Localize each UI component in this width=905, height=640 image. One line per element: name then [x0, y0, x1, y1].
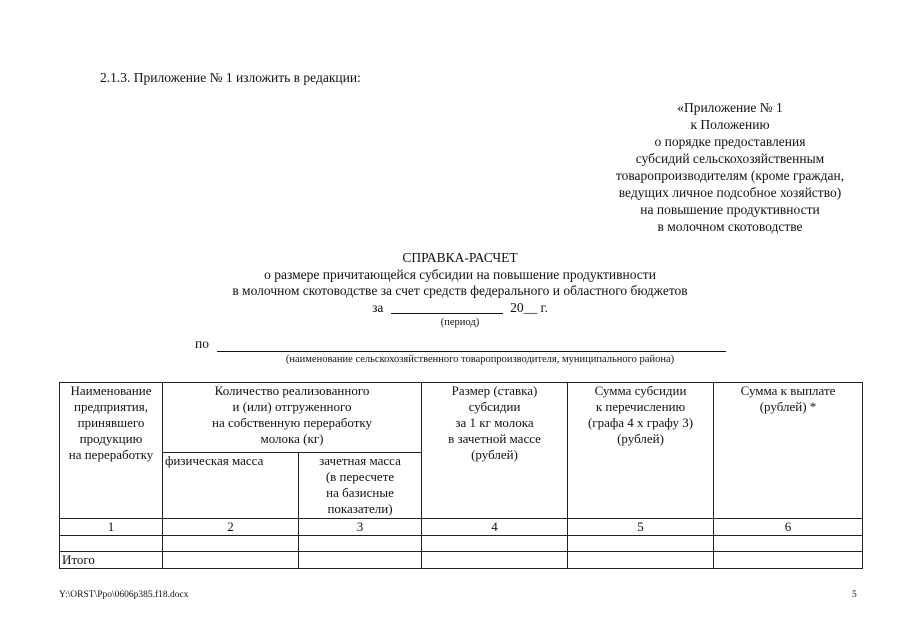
appendix-line: на повышение продуктивности [640, 202, 820, 217]
appendix-line: субсидий сельскохозяйственным [635, 151, 825, 166]
total-label: Итого [60, 552, 163, 569]
column-number: 4 [422, 519, 568, 536]
appendix-line: к Положению [690, 117, 770, 132]
appendix-line: товаропроизводителям (кроме граждан, [615, 168, 845, 183]
header-credit-mass: зачетная масса (в пересчете на базисные показатели) [299, 453, 422, 519]
header-enterprise: Наименование предприятия, принявшего продукцию на переработку [60, 383, 163, 519]
po-prefix: по [195, 336, 209, 351]
table-cell[interactable] [568, 552, 714, 569]
appendix-line: «Приложение № 1 [677, 100, 783, 115]
page-number: 5 [852, 590, 857, 600]
po-caption: (наименование сельскохозяйственного товаропроизводителя, муниципального района) [285, 354, 675, 365]
period-blank [391, 301, 503, 314]
period-year: 20__ г. [510, 299, 548, 315]
appendix-line: ведущих личное подсобное хозяйство) [618, 185, 842, 200]
table-cell[interactable] [163, 536, 299, 552]
header-payout-sum: Сумма к выплате (рублей) * [714, 383, 863, 519]
appendix-line: о порядке предоставления [654, 134, 806, 149]
header-physical-mass: физическая масса [163, 453, 299, 519]
po-blank-line [217, 351, 726, 352]
column-number: 2 [163, 519, 299, 536]
footer-file-path: Y:\ORST\Ppo\0606p385.f18.docx [59, 590, 189, 600]
document-title: СПРАВКА-РАСЧЕТ [402, 250, 518, 265]
header-rate: Размер (ставка) субсидии за 1 кг молока в зачетной массе (рублей) [422, 383, 568, 519]
table-cell[interactable] [568, 536, 714, 552]
period-prefix: за [372, 299, 384, 315]
period-row [180, 300, 740, 317]
header-quantity-group: Количество реализованного и (или) отгруженного на собственную переработку молока (кг) [163, 383, 422, 453]
table-cell[interactable] [299, 536, 422, 552]
title-line-1: о размере причитающейся субсидии на повышение продуктивности [264, 266, 656, 282]
table-cell[interactable] [714, 536, 863, 552]
table-cell[interactable] [163, 552, 299, 569]
header-subsidy-sum: Сумма субсидии к перечислению (графа 4 х графу 3) (рублей) [568, 383, 714, 519]
appendix-header [590, 99, 870, 235]
subsidy-table [59, 382, 863, 569]
column-number: 6 [714, 519, 863, 536]
table-cell[interactable] [299, 552, 422, 569]
table-cell[interactable] [422, 536, 568, 552]
document-title-block [180, 250, 740, 329]
table-row-total [60, 552, 863, 569]
appendix-line: в молочном скотоводстве [657, 219, 803, 234]
title-line-2: в молочном скотоводстве за счет средств федерального и областного бюджетов [232, 283, 688, 298]
period-caption: (период) [440, 317, 480, 328]
table-cell[interactable] [60, 536, 163, 552]
column-number: 3 [299, 519, 422, 536]
table-row-empty [60, 536, 863, 552]
table-cell[interactable] [714, 552, 863, 569]
column-number: 5 [568, 519, 714, 536]
table-cell[interactable] [422, 552, 568, 569]
intro-text: 2.1.3. Приложение № 1 изложить в редакции: [100, 70, 361, 85]
column-number: 1 [60, 519, 163, 536]
